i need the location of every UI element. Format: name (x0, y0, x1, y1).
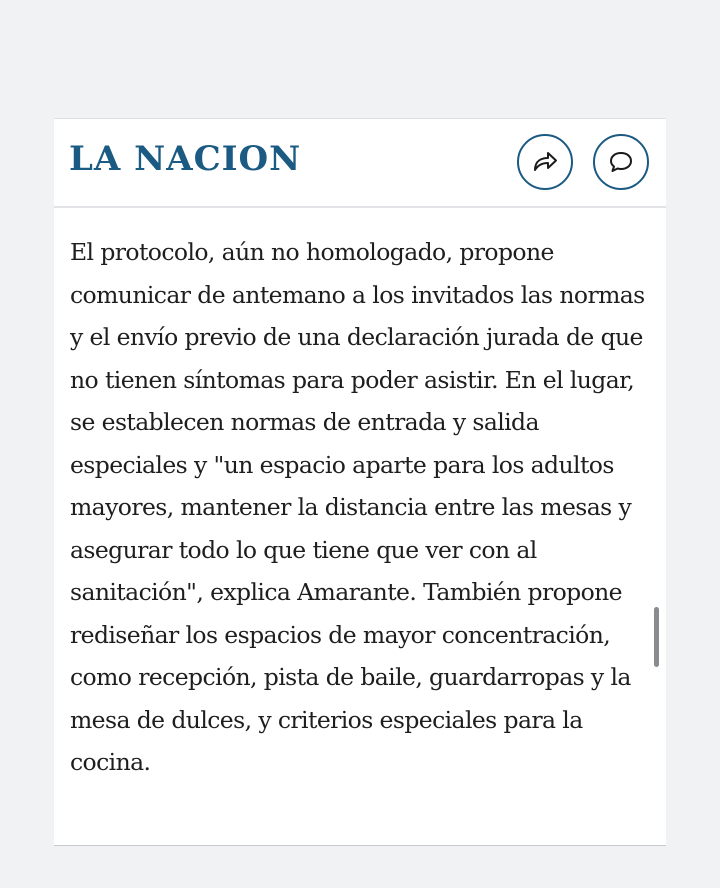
share-arrow-icon (532, 151, 558, 173)
scrollbar-thumb[interactable] (654, 607, 659, 667)
article-paragraph: El protocolo, aún no homologado, propone comunicar de antemano a los invitados las normas y el envío previo de una declaración jurada de que no tienen síntomas para poder asistir. En el lugar, se establecen normas de entrada y salida especiales y "un espacio aparte para los adultos mayores, mantener la distancia entre las mesas y asegurar todo lo que tiene que ver con al sanitación", explica Amarante. También propone rediseñar los espacios de mayor concentración, como recepción, pista de baile, guardarropas y la mesa de dulces, y criterios especiales para la cocina. (70, 238, 645, 776)
brand-logo[interactable]: LA NACION (69, 139, 302, 179)
share-button[interactable] (517, 134, 573, 190)
article-card (54, 118, 666, 846)
comment-bubble-icon (608, 150, 634, 174)
comments-button[interactable] (593, 134, 649, 190)
article-header (54, 119, 666, 208)
